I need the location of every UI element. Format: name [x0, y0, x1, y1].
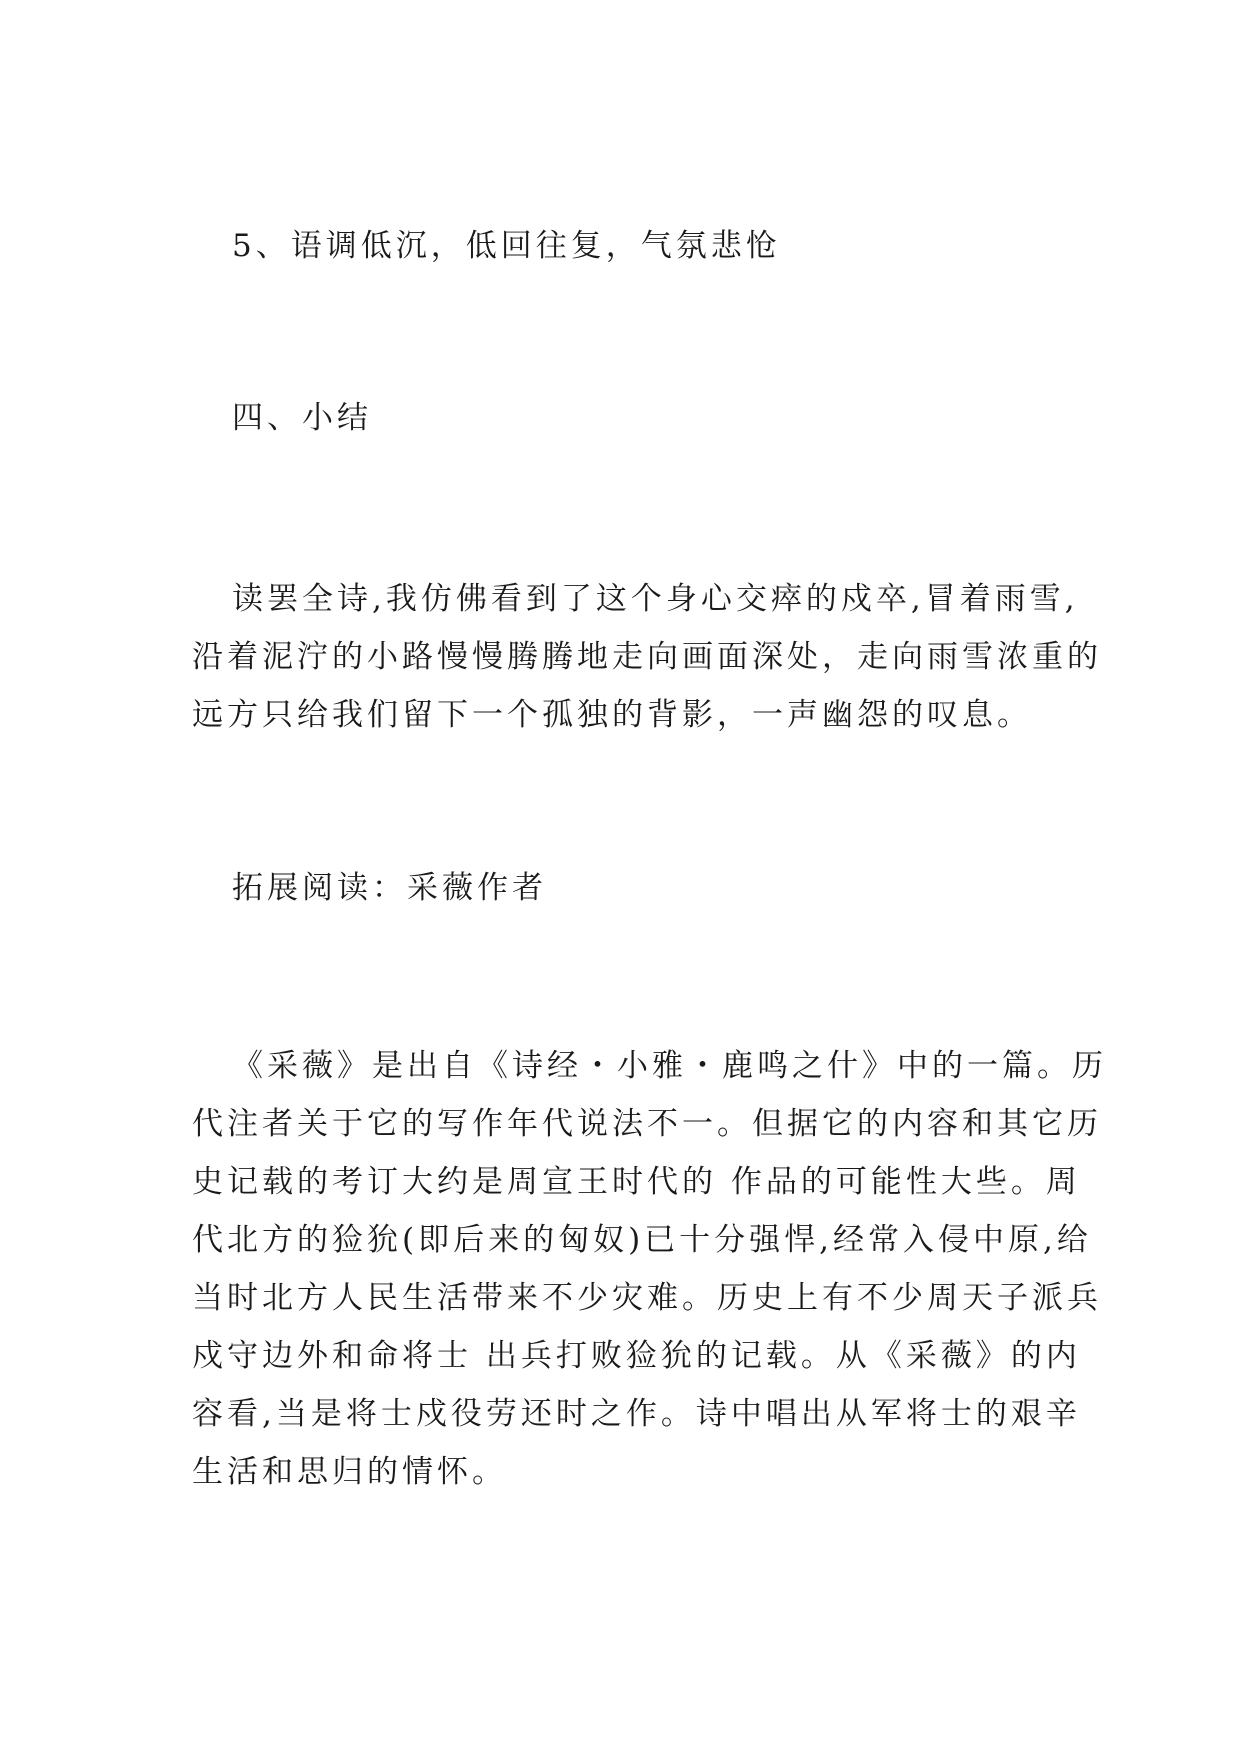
section-heading-summary: 四、小结	[232, 400, 372, 436]
extended-reading-paragraph	[192, 1037, 1107, 1501]
paragraph-line: 当时北方人民生活带来不少灾难。历史上有不少周天子派兵	[192, 1280, 1102, 1316]
paragraph-line: 容看,当是将士戍役劳还时之作。诗中唱出从军将士的艰辛	[192, 1396, 1081, 1432]
paragraph-line: 戍守边外和命将士 出兵打败猃狁的记载。从《采薇》的内	[192, 1338, 1081, 1374]
summary-line: 沿着泥泞的小路慢慢腾腾地走向画面深处，走向雨雪浓重的	[192, 639, 1102, 675]
summary-paragraph	[192, 570, 1102, 744]
paragraph-line: 史记载的考订大约是周宣王时代的 作品的可能性大些。周	[192, 1164, 1081, 1200]
section-heading-extended-reading: 拓展阅读：采薇作者	[232, 870, 547, 906]
paragraph-line: 代注者关于它的写作年代说法不一。但据它的内容和其它历	[192, 1106, 1102, 1142]
paragraph-line: 生活和思归的情怀。	[192, 1454, 507, 1490]
paragraph-line: 代北方的猃狁(即后来的匈奴)已十分强悍,经常入侵中原,给	[192, 1222, 1092, 1258]
list-item-5: 5、语调低沉，低回往复，气氛悲怆	[232, 228, 781, 264]
summary-line: 读罢全诗,我仿佛看到了这个身心交瘁的戍卒,冒着雨雪,	[232, 581, 1079, 617]
summary-line: 远方只给我们留下一个孤独的背影，一声幽怨的叹息。	[192, 697, 1032, 733]
paragraph-line: 《采薇》是出自《诗经・小雅・鹿鸣之什》中的一篇。历	[232, 1048, 1107, 1084]
